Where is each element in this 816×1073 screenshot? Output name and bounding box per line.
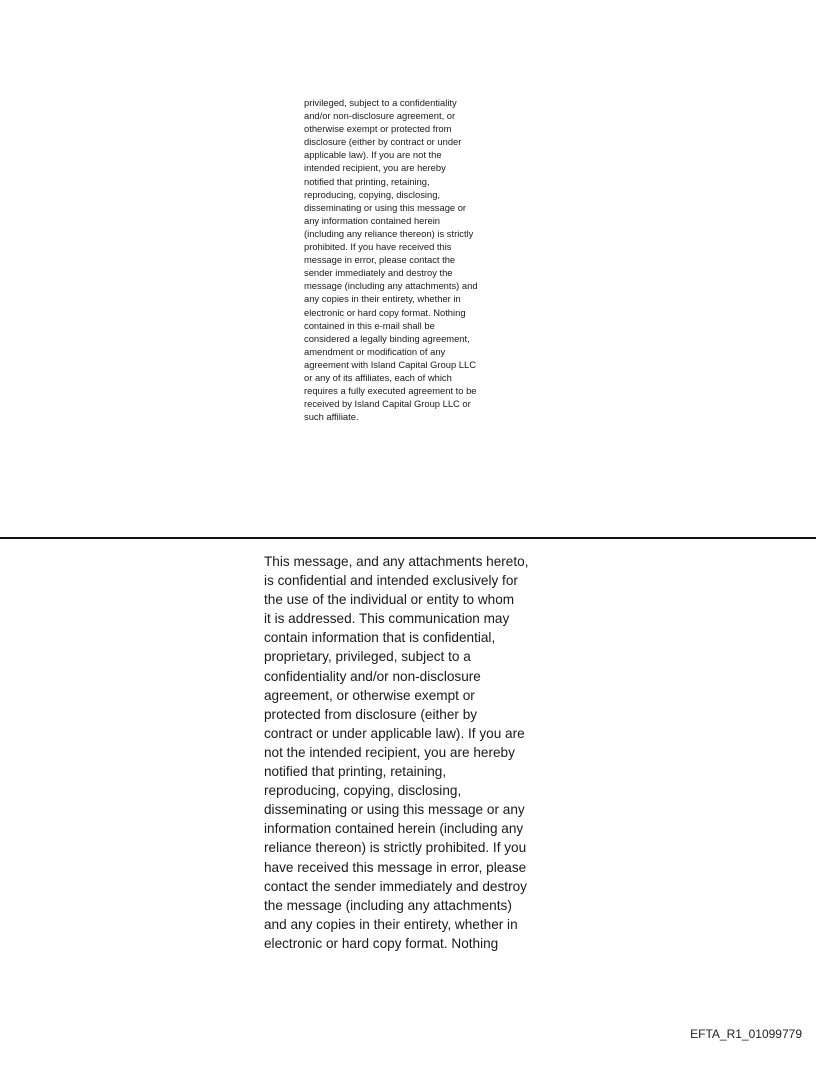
disclaimer-line: considered a legally binding agreement, bbox=[304, 332, 470, 344]
disclaimer-line: privileged, subject to a confidentiality bbox=[304, 97, 457, 108]
disclaimer-line: notified that printing, retaining, bbox=[264, 764, 447, 780]
disclaimer-line: prohibited. If you have received this bbox=[304, 241, 452, 253]
disclaimer-line: applicable law). If you are not the bbox=[304, 149, 442, 161]
disclaimer-line: notified that printing, retaining, bbox=[304, 175, 430, 187]
disclaimer-line: This message, and any attachments hereto, bbox=[264, 554, 529, 569]
disclaimer-line: is confidential and intended exclusively for bbox=[264, 573, 518, 589]
section-divider bbox=[0, 537, 816, 539]
main-disclaimer-text bbox=[264, 552, 564, 953]
disclaimer-line: amendment or modification of any bbox=[304, 345, 446, 357]
disclaimer-line: any copies in their entirety, whether in bbox=[304, 293, 461, 305]
disclaimer-line: agreement with Island Capital Group LLC bbox=[304, 358, 476, 370]
disclaimer-line: electronic or hard copy format. Nothing bbox=[304, 306, 466, 318]
disclaimer-line: agreement, or otherwise exempt or bbox=[264, 687, 475, 703]
disclaimer-line: disseminating or using this message or any bbox=[264, 802, 525, 818]
disclaimer-line: contained in this e-mail shall be bbox=[304, 319, 435, 331]
disclaimer-line: protected from disclosure (either by bbox=[264, 706, 478, 722]
disclaimer-line: reproducing, copying, disclosing, bbox=[264, 783, 462, 799]
disclaimer-line: otherwise exempt or protected from bbox=[304, 123, 452, 135]
disclaimer-line: message (including any attachments) and bbox=[304, 280, 478, 292]
disclaimer-line: confidentiality and/or non-disclosure bbox=[264, 668, 481, 684]
disclaimer-line: intended recipient, you are hereby bbox=[304, 162, 446, 174]
disclaimer-line: reliance thereon) is strictly prohibited. If you bbox=[264, 840, 527, 856]
disclaimer-line: requires a fully executed agreement to be bbox=[304, 385, 477, 397]
disclaimer-line: have received this message in error, please bbox=[264, 859, 527, 875]
disclaimer-line: the message (including any attachments) bbox=[264, 897, 512, 913]
disclaimer-line: such affiliate. bbox=[304, 411, 359, 423]
disclaimer-line: contact the sender immediately and destroy bbox=[264, 878, 527, 894]
disclaimer-line: disclosure (either by contract or under bbox=[304, 136, 462, 148]
disclaimer-line: any information contained herein bbox=[304, 214, 441, 226]
disclaimer-line: information contained herein (including any bbox=[264, 821, 524, 837]
disclaimer-line: message in error, please contact the bbox=[304, 254, 456, 266]
disclaimer-line: reproducing, copying, disclosing, bbox=[304, 188, 441, 200]
disclaimer-line: proprietary, privileged, subject to a bbox=[264, 649, 471, 665]
disclaimer-line: or any of its affiliates, each of which bbox=[304, 371, 452, 383]
disclaimer-line: electronic or hard copy format. Nothing bbox=[264, 935, 499, 951]
continued-disclaimer-text bbox=[304, 96, 534, 423]
disclaimer-line: and any copies in their entirety, whether in bbox=[264, 916, 518, 932]
disclaimer-line: disseminating or using this message or bbox=[304, 201, 467, 213]
document-id: EFTA_R1_01099779 bbox=[690, 1027, 802, 1041]
disclaimer-line: contain information that is confidential, bbox=[264, 630, 496, 646]
disclaimer-line: (including any reliance thereon) is strictly bbox=[304, 227, 474, 239]
disclaimer-line: it is addressed. This communication may bbox=[264, 611, 510, 627]
disclaimer-line: the use of the individual or entity to whom bbox=[264, 592, 515, 608]
disclaimer-line: received by Island Capital Group LLC or bbox=[304, 398, 471, 410]
disclaimer-line: not the intended recipient, you are hereby bbox=[264, 744, 515, 760]
disclaimer-line: contract or under applicable law). If you are bbox=[264, 725, 525, 741]
disclaimer-line: and/or non-disclosure agreement, or bbox=[304, 110, 456, 122]
disclaimer-line: sender immediately and destroy the bbox=[304, 267, 453, 279]
